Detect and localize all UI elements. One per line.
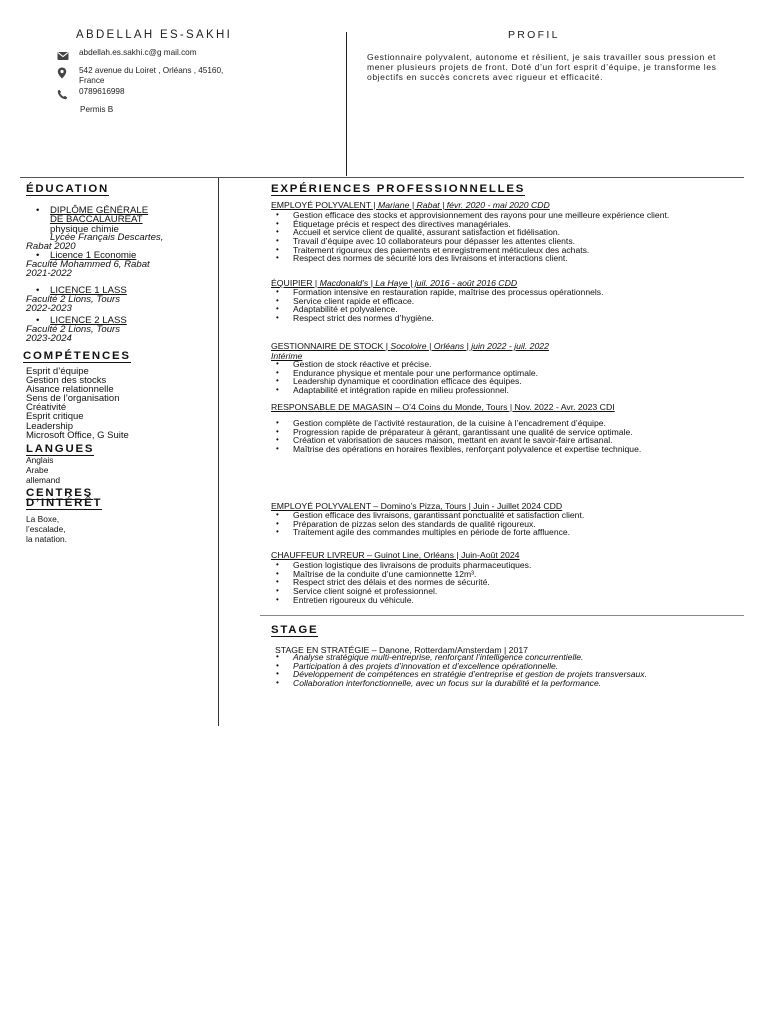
education-title: ÉDUCATION: [26, 183, 110, 195]
list-item: • Traitement rigoureux des paiements et enregistrement méticuleux des achats.: [293, 246, 718, 255]
list-item: • Création et valorisation de sauces maison, mettant en avant le savoir-faire artisanal.: [293, 436, 718, 445]
stage-title: STAGE: [271, 624, 319, 636]
job-heading: ÉQUIPIER | Macdonald’s | La Haye | juil. 2016 - août 2016 CDD: [271, 278, 518, 288]
profil-text: Gestionnaire polyvalent, autonome et résilient, je sais travailler sous pression et mener plusieurs projets de front. Doté d’un fort esprit d’équipe, je transforme les objectifs en succès concrets avec rigueur et efficacité.: [367, 52, 717, 83]
list-item: • Gestion efficace des stocks et approvisionnement des rayons pour une meilleure expérience client.: [293, 211, 718, 220]
list-item: • Respect strict des délais et des normes de sécurité.: [293, 578, 718, 587]
location-pin-icon: [57, 66, 71, 78]
profil-title: PROFIL: [508, 29, 560, 41]
list-item: • Maîtrise de la conduite d’une camionnette 12m³.: [293, 570, 718, 579]
list-item: Esprit critique: [26, 411, 84, 423]
list-item: • Participation à des projets d’innovation et d’excellence opérationnelle.: [293, 662, 718, 671]
envelope-icon: [57, 48, 71, 60]
list-item: Anglais: [26, 455, 54, 465]
contact-phone: 0789616998: [79, 87, 125, 96]
list-item: • Service client rapide et efficace.: [293, 297, 718, 306]
list-item: Leadership: [26, 420, 74, 432]
education-item: • LICENCE 1 LASS: [36, 285, 127, 296]
education-item-school: Faculté Mohammed 6, Rabat 2021-2022: [26, 259, 150, 280]
langues-title: LANGUES: [26, 443, 95, 455]
contact-email[interactable]: abdellah.es.sakhi.c@g mail.com: [79, 48, 197, 57]
interets-title: CENTRES D’INTÉRÊT: [26, 487, 103, 509]
competences-list: [26, 367, 129, 440]
list-item: • Maîtrise des opérations en horaires flexibles, renforçant polyvalence et expertise technique.: [293, 445, 718, 454]
list-item: la natation.: [26, 533, 67, 544]
list-item: • Gestion de stock réactive et précise.: [293, 360, 718, 369]
list-item: • Développement de compétences en stratégie d’entreprise et gestion de projets transversaux.: [293, 670, 718, 679]
list-item: • Analyse stratégique multi-entreprise, renforçant l’intelligence concurrentielle.: [293, 653, 718, 662]
interets-list: [26, 515, 67, 544]
list-item: • Traitement agile des commandes multiples en période de forte affluence.: [293, 528, 718, 537]
job-heading: GESTIONNAIRE DE STOCK | Socoloire | Orléans | juin 2022 - juil. 2022 Intérime: [271, 341, 549, 361]
column-divider: [218, 178, 219, 726]
list-item: • Préparation de pizzas selon des standards de qualité rigoureux.: [293, 520, 718, 529]
list-item: La Boxe,: [26, 514, 60, 524]
list-item: • Gestion efficace des livraisons, garantissant ponctualité et satisfaction client.: [293, 511, 718, 520]
experiences-title: EXPÉRIENCES PROFESSIONNELLES: [271, 183, 526, 195]
job-bullets: [293, 288, 718, 323]
phone-icon: [57, 87, 71, 99]
job-heading: RESPONSABLE DE MAGASIN – O’4 Coins du Monde, Tours | Nov. 2022 - Avr. 2023 CDI: [271, 402, 615, 412]
job-heading: CHAUFFEUR LIVREUR – Guinot Line, Orléans | Juin-Août 2024: [271, 550, 520, 560]
list-item: • Endurance physique et mentale pour une performance optimale.: [293, 369, 718, 378]
list-item: • Respect strict des normes d’hygiène.: [293, 314, 718, 323]
list-item: l’escalade,: [26, 523, 66, 534]
job-bullets: [293, 360, 718, 395]
list-item: • Adaptabilité et polyvalence.: [293, 305, 718, 314]
job-heading: EMPLOYÉ POLYVALENT – Domino’s Pizza, Tours | Juin - Juillet 2024 CDD: [271, 501, 563, 511]
list-item: • Respect des normes de sécurité lors des livraisons et interactions client.: [293, 254, 718, 263]
list-item: • Entretien rigoureux du véhicule.: [293, 596, 718, 605]
stage-divider: [260, 615, 744, 616]
header-divider: [346, 32, 347, 176]
list-item: Gestion des stocks: [26, 375, 107, 387]
stage-bullets: [293, 653, 718, 688]
job-bullets: [293, 561, 718, 604]
stage-heading: STAGE EN STRATÉGIE – Danone, Rotterdam/Amsterdam | 2017: [275, 645, 529, 655]
main-divider: [20, 177, 744, 178]
list-item: Créativité: [26, 402, 67, 414]
list-item: • Formation intensive en restauration rapide, maîtrise des processus opérationnels.: [293, 288, 718, 297]
contact-address-line1: 542 avenue du Loiret , Orléans , 45160,: [79, 66, 224, 75]
contact-phone-row: [57, 87, 125, 99]
education-item: • DIPLÔME GÉNÉRALE DE BACCALAURÉAT physique chimie: [36, 205, 149, 235]
job-bullets: [293, 211, 718, 263]
list-item: Arabe: [26, 464, 49, 475]
list-item: Aisance relationnelle: [26, 384, 114, 396]
job-heading: EMPLOYÉ POLYVALENT | Mariane | Rabat | févr. 2020 - mai 2020 CDD: [271, 200, 550, 210]
list-item: • Leadership dynamique et coordination efficace des équipes.: [293, 377, 718, 386]
competences-title: COMPÉTENCES: [23, 350, 131, 362]
list-item: • Adaptabilité et intégration rapide en milieu professionnel.: [293, 386, 718, 395]
education-item-school: Faculté 2 Lions, Tours 2022-2023: [26, 294, 121, 315]
job-bullets: [293, 419, 718, 454]
list-item: Esprit d’équipe: [26, 366, 89, 377]
list-item: • Service client soigné et professionnel.: [293, 587, 718, 596]
education-item-school: Lycée Français Descartes, Rabat 2020: [26, 232, 164, 253]
list-item: • Gestion complète de l’activité restauration, de la cuisine à l’encadrement d’équipe.: [293, 419, 718, 428]
contact-address-row: [57, 66, 223, 86]
langues-list: [26, 456, 60, 485]
list-item: • Étiquetage précis et respect des directives managériales.: [293, 220, 718, 229]
education-item: • LICENCE 2 LASS: [36, 315, 127, 326]
education-item-school: Faculté 2 Lions, Tours 2023-2024: [26, 324, 121, 345]
list-item: allemand: [26, 474, 60, 485]
contact-address-line2: France: [79, 76, 105, 85]
list-item: • Accueil et service client de qualité, assurant satisfaction et fidélisation.: [293, 228, 718, 237]
list-item: • Gestion logistique des livraisons de produits pharmaceutiques.: [293, 561, 718, 570]
contact-email-row: [57, 48, 197, 60]
list-item: • Collaboration interfonctionnelle, avec un focus sur la durabilité et la performance.: [293, 679, 718, 688]
list-item: Sens de l’organisation: [26, 393, 120, 405]
job-bullets: [293, 511, 718, 537]
list-item: Microsoft Office, G Suite: [26, 429, 129, 441]
driving-license: Permis B: [80, 105, 114, 114]
education-item: • Licence 1 Economie: [36, 250, 137, 261]
list-item: • Progression rapide de préparateur à gérant, garantissant une qualité de service optimale.: [293, 428, 718, 437]
candidate-name: ABDELLAH ES-SAKHI: [76, 29, 233, 41]
list-item: • Travail d’équipe avec 10 collaborateurs pour dépasser les attentes clients.: [293, 237, 718, 246]
